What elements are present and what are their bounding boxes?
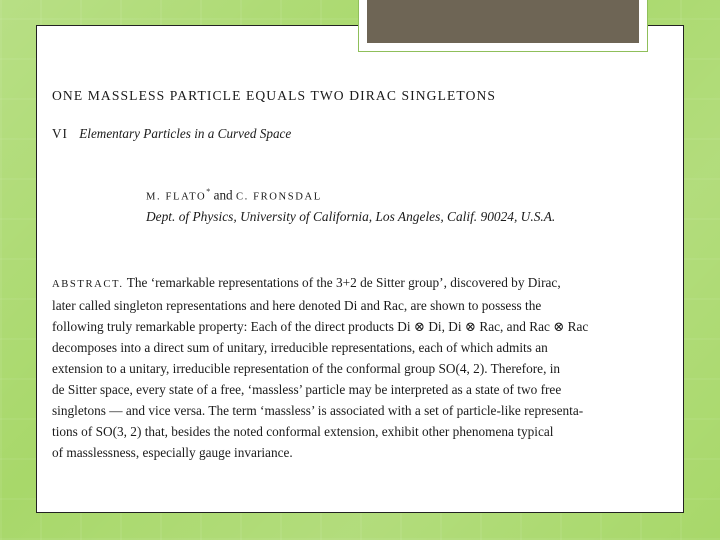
- header-tab-fill: [367, 0, 639, 43]
- author-1-footnote-mark: *: [206, 187, 211, 196]
- author-2: C. FRONSDAL: [235, 191, 322, 203]
- abstract-line-1-text: The ‘remarkable representations of the 3+2 de Sitter group’, discovered by Dirac,: [126, 275, 561, 291]
- header-tab: [358, 0, 648, 52]
- authors-block: [146, 182, 662, 227]
- abstract-line-6: de Sitter space, every state of a free, ‘massless’ particle may be interpreted as a state of two free: [52, 381, 562, 397]
- affiliation: Dept. of Physics, University of California, Los Angeles, Calif. 90024, U.S.A.: [146, 209, 556, 225]
- abstract-line-4: decomposes into a direct sum of unitary, irreducible representations, each of which admits an: [52, 340, 548, 356]
- abstract-line-1: [52, 273, 652, 296]
- abstract-line-3: following truly remarkable property: Each of the direct products Di ⊗ Di, Di ⊗ Rac, and Rac ⊗ Rac: [52, 319, 589, 335]
- author-1: M. FLATO: [146, 191, 207, 203]
- abstract-label: ABSTRACT.: [52, 279, 124, 291]
- abstract-line-2: later called singleton representations and here denoted Di and Rac, are shown to possess the: [52, 298, 542, 314]
- authors-line: [146, 182, 662, 207]
- abstract-line-8: tions of SO(3, 2) that, besides the noted conformal extension, exhibit other phenomena typical: [52, 423, 554, 439]
- paper-excerpt: [52, 88, 662, 464]
- abstract-line-7: singletons — and vice versa. The term ‘massless’ is associated with a set of particle-like representa-: [52, 402, 584, 418]
- abstract-line-9: of masslessness, especially gauge invariance.: [52, 444, 293, 460]
- series-title: Elementary Particles in a Curved Space: [79, 126, 292, 141]
- abstract: [52, 273, 652, 463]
- abstract-line-5: extension to a unitary, irreducible representation of the conformal group SO(4, 2). Therefore, in: [52, 361, 561, 377]
- series-number: VI: [52, 126, 68, 141]
- author-conjunction: and: [213, 187, 233, 203]
- series-line: [52, 126, 662, 142]
- paper-title: ONE MASSLESS PARTICLE EQUALS TWO DIRAC SINGLETONS: [52, 88, 497, 103]
